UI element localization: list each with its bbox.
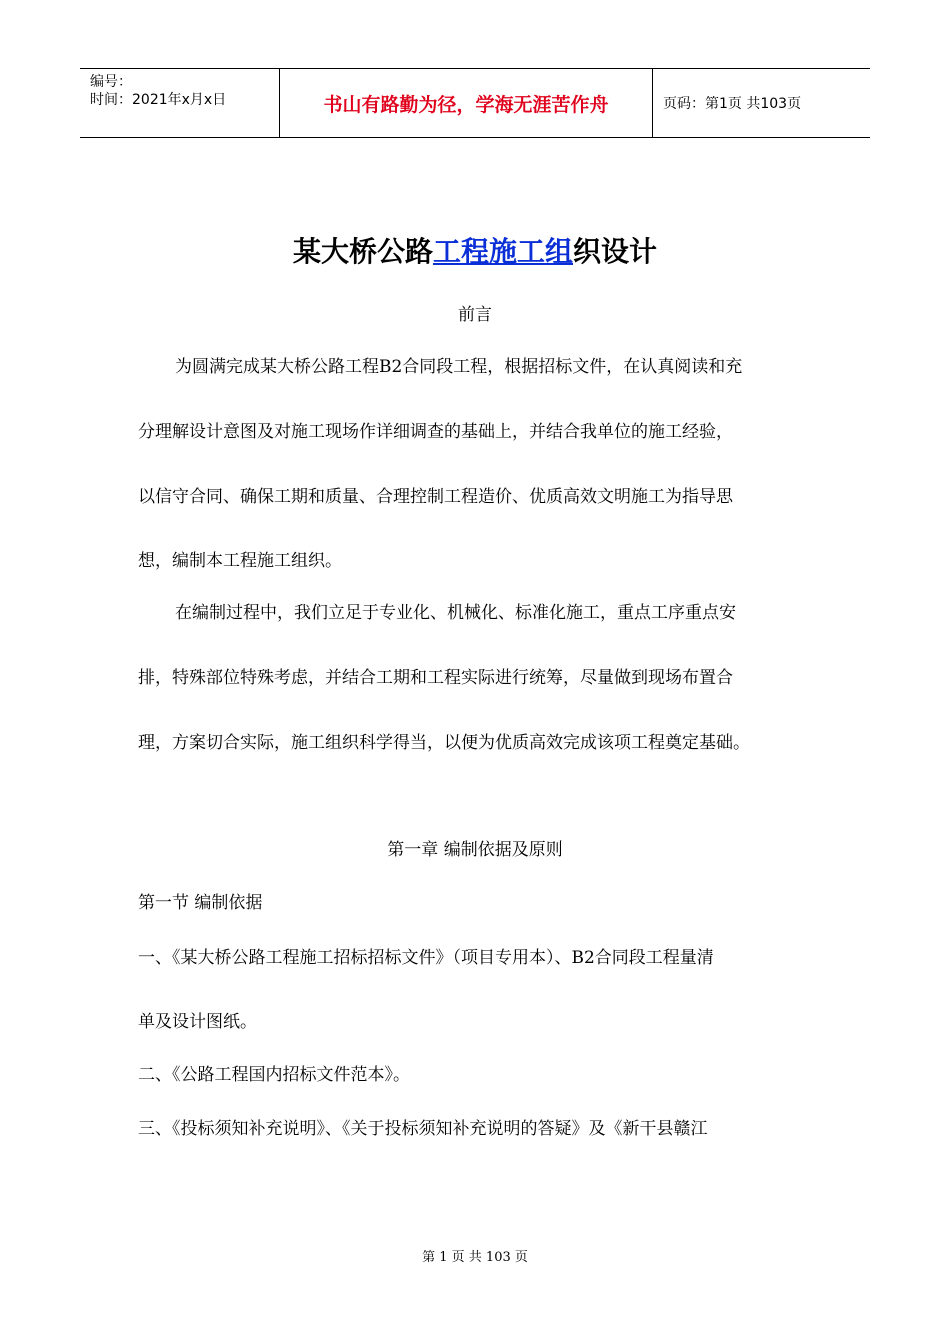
page-footer: 第 1 页 共 103 页 [422, 1250, 528, 1265]
chapter-heading: 第一章 编制依据及原则 [387, 840, 563, 860]
title-link[interactable]: 工程施工组 [432, 235, 573, 268]
basis-line: 二、《公路工程国内招标文件范本》。 [138, 1065, 410, 1085]
paragraph-line: 以信守合同、确保工期和质量、合理控制工程造价、优质高效文明施工为指导思 [138, 487, 733, 507]
code-label: 编号： [90, 74, 132, 90]
basis-line: 一、《某大桥公路工程施工招标招标文件》（项目专用本）、B2合同段工程量清 [138, 948, 714, 968]
paragraph-line: 想，编制本工程施工组织。 [138, 551, 342, 571]
header-motto: 书山有路勤为径，学海无涯苦作舟 [280, 69, 653, 137]
document-title [0, 230, 950, 270]
paragraph-line: 分理解设计意图及对施工现场作详细调查的基础上，并结合我单位的施工经验， [138, 422, 733, 442]
basis-line: 单及设计图纸。 [138, 1012, 257, 1032]
document-header [80, 68, 870, 138]
header-page-info: 页码：第1页 共103页 [663, 96, 802, 112]
time-label: 时间：2021年x月x日 [90, 92, 227, 108]
paragraph-line: 为圆满完成某大桥公路工程B2合同段工程，根据招标文件，在认真阅读和充 [175, 357, 743, 377]
title-suffix: 织设计 [573, 235, 658, 268]
header-meta [80, 69, 280, 137]
title-prefix: 某大桥公路 [292, 235, 433, 268]
paragraph-line: 排，特殊部位特殊考虑，并结合工期和工程实际进行统筹，尽量做到现场布置合 [138, 668, 733, 688]
basis-line: 三、《投标须知补充说明》、《关于投标须知补充说明的答疑》及《新干县赣江 [138, 1119, 708, 1139]
preface-heading: 前言 [458, 305, 492, 325]
paragraph-line: 理，方案切合实际，施工组织科学得当，以便为优质高效完成该项工程奠定基础。 [138, 733, 750, 753]
section-heading: 第一节 编制依据 [138, 893, 263, 913]
paragraph-line: 在编制过程中，我们立足于专业化、机械化、标准化施工，重点工序重点安 [175, 603, 736, 623]
